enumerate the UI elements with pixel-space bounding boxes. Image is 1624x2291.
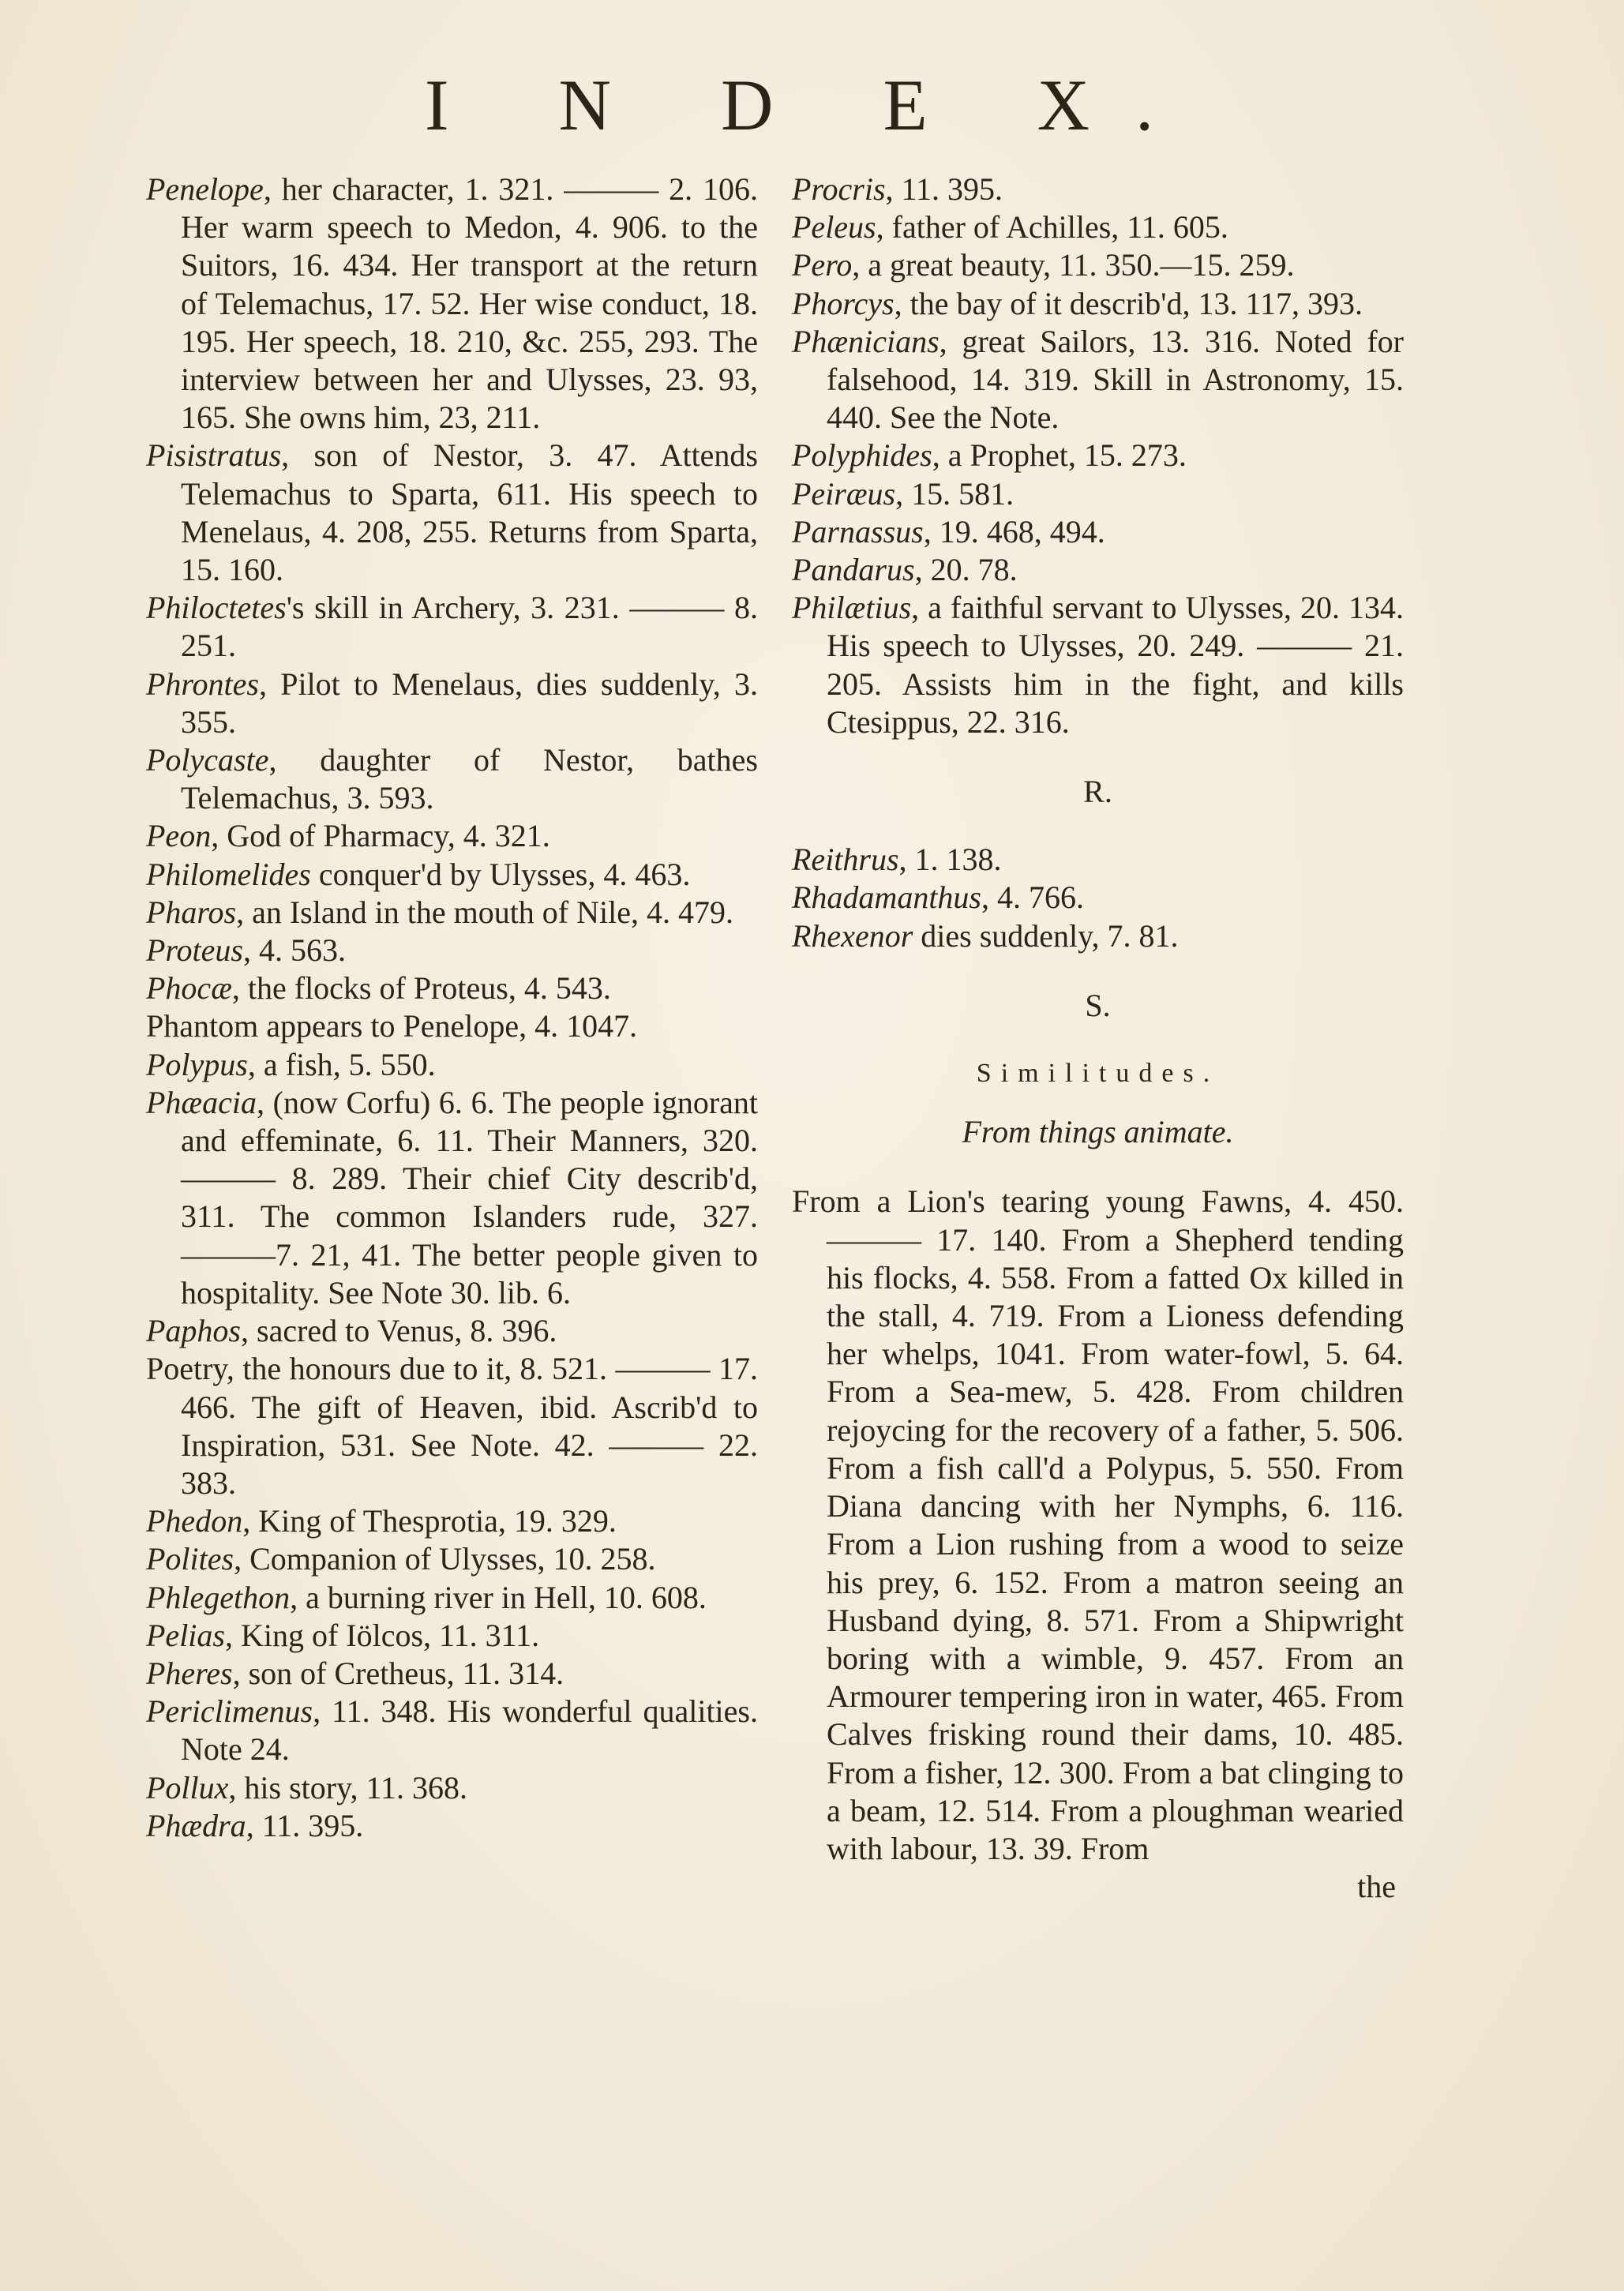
index-group-p-continued: [792, 171, 1404, 741]
index-entry: [146, 1617, 758, 1655]
index-entry-headword: Pharos: [146, 894, 237, 930]
index-entry-references: , King of Thesprotia, 19. 329.: [242, 1503, 617, 1539]
index-entry-references: , a Prophet, 15. 273.: [932, 437, 1187, 474]
page-title: I N D E X.: [424, 65, 1200, 145]
index-entry: [146, 1312, 758, 1350]
index-entry-references: , 4. 563.: [242, 932, 346, 969]
index-entry: [146, 666, 758, 741]
index-entry-references: , Companion of Ulysses, 10. 258.: [234, 1541, 656, 1577]
index-entry-references: , 20. 78.: [914, 552, 1018, 588]
index-entry: [146, 856, 758, 894]
index-entry: [146, 1769, 758, 1807]
index-entry-references: , a faithful servant to Ulysses, 20. 134. His speech to Ulysses, 20. 249. ——— 21. 205. Assists him in the fight, and kills Ctesippus, 22. 316.: [827, 590, 1404, 740]
index-entry-references: , 19. 468, 494.: [923, 513, 1105, 549]
index-entry-references: , the flocks of Proteus, 4. 543.: [231, 970, 611, 1007]
index-entry-references: , sacred to Venus, 8. 396.: [241, 1313, 557, 1349]
index-entry-headword: Peon: [146, 818, 212, 854]
index-entry-references: , an Island in the mouth of Nile, 4. 479.: [236, 894, 733, 930]
index-entry-references: , 4. 766.: [981, 879, 1084, 916]
index-entry-references: , son of Nestor, 3. 47. Attends Telemachus to Sparta, 611. His speech to Menelaus, 4. 208, 255. Returns from Sparta, 15. 160.: [181, 437, 758, 588]
index-group-r: [792, 841, 1404, 955]
index-entry-references: , father of Achilles, 11. 605.: [876, 209, 1228, 246]
index-entry: [146, 1007, 758, 1045]
index-entry-references: , 15. 581.: [895, 475, 1015, 512]
index-entry-headword: Polypus: [146, 1046, 248, 1082]
index-entry-headword: Peiræus: [792, 475, 896, 512]
index-entry-references: , a great beauty, 11. 350.—15. 259.: [852, 247, 1295, 283]
index-entry-references: , (now Corfu) 6. 6. The people ignorant and effeminate, 6. 11. Their Manners, 320. ——— 8. 289. Their chief City describ'd, 311. The common Islanders rude, 327. ———7. 21, 41. The better people given to hospitality. See Note 30. lib. 6.: [181, 1084, 758, 1310]
index-entry: [792, 285, 1404, 323]
index-entry-references: , daughter of Nestor, bathes Telemachus, 3. 593.: [181, 742, 758, 816]
index-entry-headword: Periclimenus: [146, 1693, 313, 1730]
index-entry-headword: Pisistratus: [146, 437, 282, 474]
index-entry-headword: Phænicians: [792, 323, 940, 359]
index-entry: [146, 1807, 758, 1845]
index-entry: [146, 969, 758, 1007]
index-entry: [146, 1084, 758, 1312]
index-entry-references: , her character, 1. 321. ——— 2. 106. Her warm speech to Medon, 4. 906. to the Suitors, 16. 434. Her transport at the return of Telemachus, 17. 52. Her wise conduct, 18. 195. Her speech, 18. 210, &c. 255, 293. The interview between her and Ulysses, 23. 93, 165. She owns him, 23, 211.: [181, 171, 758, 436]
index-entry-headword: Pollux: [146, 1769, 229, 1805]
index-entry: [792, 171, 1404, 208]
index-entry-references: , 1. 138.: [898, 842, 1002, 878]
index-entry: [792, 323, 1404, 437]
index-entry-references: , 11. 395.: [885, 171, 1003, 207]
index-entry-references: dies suddenly, 7. 81.: [913, 917, 1179, 954]
index-entry-headword: Reithrus: [792, 842, 899, 878]
index-entry-headword: Pelias: [146, 1617, 225, 1653]
index-entry-references: , God of Pharmacy, 4. 321.: [211, 818, 550, 854]
index-entry-headword: Phædra: [146, 1807, 246, 1843]
index-entry-headword: Phlegethon: [146, 1579, 291, 1615]
index-entry-headword: Paphos: [146, 1313, 241, 1349]
index-entry-references: conquer'd by Ulysses, 4. 463.: [310, 856, 691, 892]
index-entry: [792, 841, 1404, 879]
index-entry-headword: Peleus: [792, 209, 876, 246]
index-entry-references: , son of Cretheus, 11. 314.: [232, 1655, 564, 1691]
index-entry: [792, 208, 1404, 246]
index-entry-references: , Pilot to Menelaus, dies suddenly, 3. 355.: [181, 666, 758, 740]
index-entry-references: , 11. 395.: [246, 1807, 364, 1843]
section-heading-s: S.: [1085, 987, 1111, 1023]
index-entry-headword: Philætius: [792, 590, 912, 626]
index-entry-references: , his story, 11. 368.: [228, 1769, 468, 1805]
index-entry: [792, 475, 1404, 513]
index-entry: [792, 879, 1404, 917]
index-entry-headword: Rhadamanthus: [792, 879, 981, 916]
index-entry: [146, 171, 758, 437]
index-entry: [146, 437, 758, 589]
index-entry: [146, 1579, 758, 1617]
index-entry: [146, 1046, 758, 1084]
index-entry: [146, 1350, 758, 1502]
index-entry: [146, 1502, 758, 1540]
index-entry: [792, 551, 1404, 589]
index-entry: [146, 932, 758, 969]
index-entry: [146, 1540, 758, 1578]
index-entry-references: , 11. 348. His wonderful qualities. Note 24.: [181, 1693, 758, 1768]
index-column-right: [792, 171, 1404, 1906]
catchword: the: [1357, 1869, 1396, 1905]
index-entry: [792, 513, 1404, 551]
index-entry-references: , the bay of it describ'd, 13. 117, 393.: [894, 285, 1363, 321]
index-entry-headword: Phæacia: [146, 1084, 257, 1120]
index-entry: [146, 741, 758, 817]
index-entry-headword: Philoctetes: [146, 590, 287, 626]
index-entry-references: , great Sailors, 13. 316. Noted for falsehood, 14. 319. Skill in Astronomy, 15. 440. See the Note.: [827, 323, 1404, 436]
index-entry: [146, 1655, 758, 1693]
index-entry: [792, 589, 1404, 741]
index-entry-headword: Polyphides: [792, 437, 932, 474]
index-entry-headword: Phocæ: [146, 970, 232, 1007]
index-entry-headword: Procris: [792, 171, 886, 207]
index-entry-references: , King of Iölcos, 11. 311.: [224, 1617, 540, 1653]
similitudes-subheading: From things animate.: [962, 1114, 1234, 1150]
index-entry-headword: Proteus: [146, 932, 243, 969]
index-entry: [792, 437, 1404, 474]
index-entry-references: Phantom appears to Penelope, 4. 1047.: [146, 1008, 638, 1044]
index-entry-references: , a fish, 5. 550.: [247, 1046, 436, 1082]
index-entry-headword: Penelope: [146, 171, 264, 207]
index-entry-headword: Philomelides: [146, 856, 311, 892]
similitudes-entry: From a Lion's tearing young Fawns, 4. 450. ——— 17. 140. From a Shepherd tending his flocks, 4. 558. From a fatted Ox killed in the stall, 4. 719. From a Lioness defending her whelps, 1041. From water-fowl, 5. 64. From a Sea-mew, 5. 428. From children rejoycing for the recovery of a father, 5. 506. From a fish call'd a Polypus, 5. 550. From Diana dancing with her Nymphs, 6. 116. From a Lion rushing from a wood to seize his prey, 6. 152. From a matron seeing an Husband dying, 8. 571. From a Shipwright boring with a wimble, 9. 457. From an Armourer tempering iron in water, 465. From Calves frisking round their dams, 10. 485. From a fisher, 12. 300. From a bat clinging to a beam, 12. 514. From a ploughman wearied with labour, 13. 39. From: [792, 1183, 1404, 1866]
index-entry: [146, 1693, 758, 1768]
index-entry-headword: Phedon: [146, 1503, 243, 1539]
index-entry: [146, 817, 758, 855]
index-entry-headword: Phorcys: [792, 285, 895, 321]
similitudes-heading: Similitudes.: [976, 1059, 1220, 1089]
index-entry: [146, 894, 758, 932]
index-entry-headword: Parnassus: [792, 513, 924, 549]
index-entry-references: 's skill in Archery, 3. 231. ——— 8. 251.: [181, 590, 758, 664]
index-entry-headword: Pandarus: [792, 552, 915, 588]
section-heading-r: R.: [1083, 774, 1112, 810]
index-entry: [792, 246, 1404, 284]
index-entry: [792, 917, 1404, 955]
index-entry-headword: Polycaste: [146, 742, 269, 778]
index-entry-references: , a burning river in Hell, 10. 608.: [290, 1579, 707, 1615]
index-entry-headword: Rhexenor: [792, 917, 913, 954]
index-entry-headword: Phrontes: [146, 666, 259, 702]
index-entry-headword: Pero: [792, 247, 853, 283]
index-entry-headword: Pheres: [146, 1655, 233, 1691]
index-entry-headword: Polites: [146, 1541, 234, 1577]
index-entry-references: Poetry, the honours due to it, 8. 521. ——— 17. 466. The gift of Heaven, ibid. Ascrib'd to Inspiration, 531. See Note. 42. ——— 22. 383.: [146, 1351, 758, 1501]
index-entry: [146, 589, 758, 665]
index-column-left: [146, 171, 758, 1845]
